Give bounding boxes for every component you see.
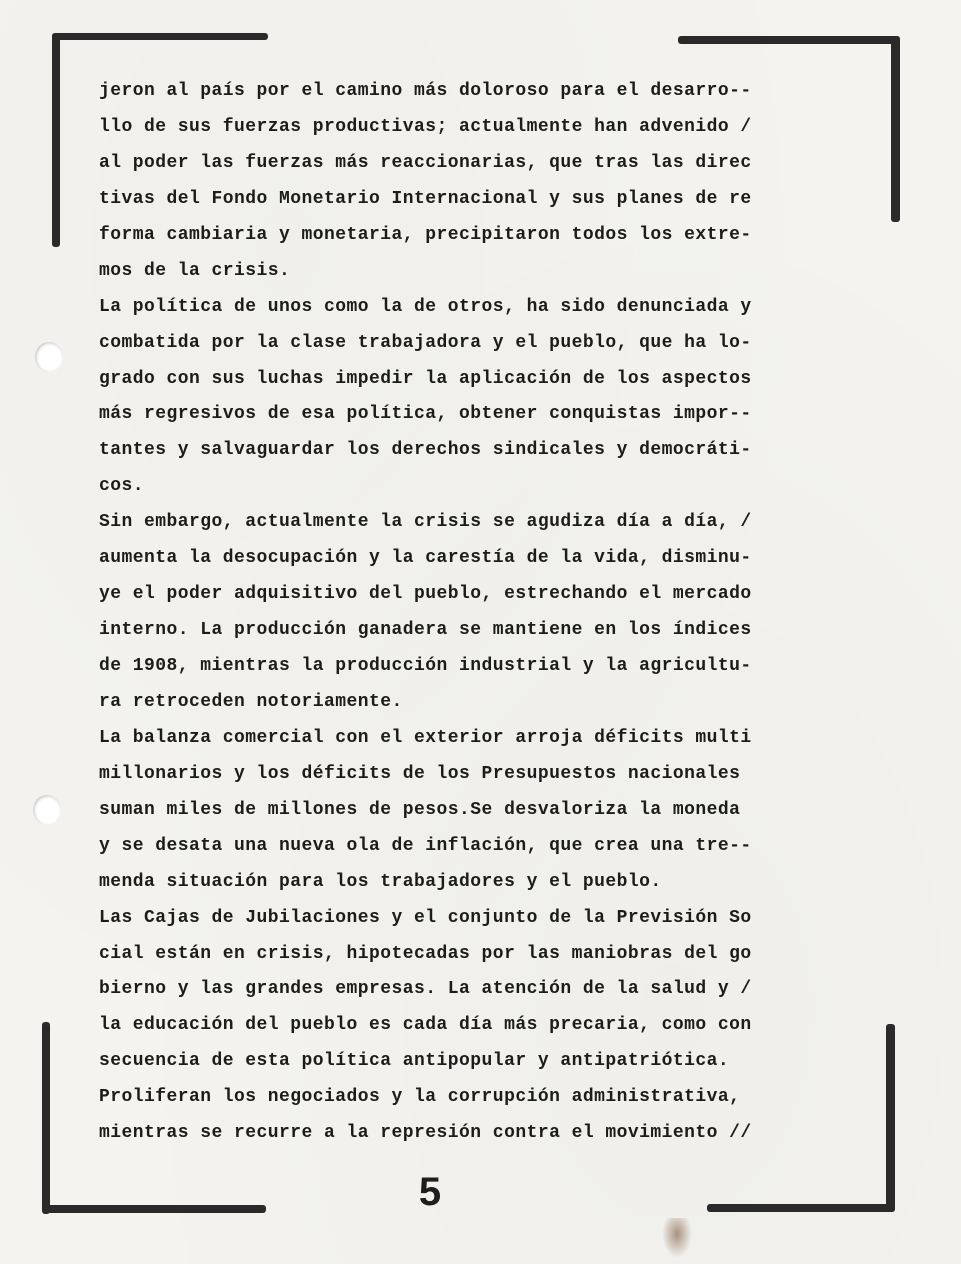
text-line: al poder las fuerzas más reaccionarias, que tras las direc [99,152,752,173]
text-line: y se desata una nueva ola de inflación, que crea una tre-- [99,835,752,856]
text-line: interno. La producción ganadera se mantiene en los índices [99,620,752,641]
text-line: de 1908, mientras la producción industrial y la agricultu- [99,656,752,676]
text-line: tantes y salvaguardar los derechos sindicales y democráti- [99,440,752,461]
text-line: mos de la crisis. [99,260,291,281]
text-line: forma cambiaria y monetaria, precipitaron todos los extre- [99,224,752,245]
text-line: cos. [99,476,145,497]
corner-bracket-bottom-right-vertical [886,1024,895,1212]
paper-stain [662,1218,692,1258]
corner-bracket-bottom-left-horizontal [42,1205,266,1213]
text-line: menda situación para los trabajadores y el pueblo. [99,871,662,892]
corner-bracket-top-left-vertical [52,33,60,247]
text-line: cial están en crisis, hipotecadas por las maniobras del go [99,943,752,964]
text-line: grado con sus luchas impedir la aplicación de los aspectos [99,368,752,389]
text-line: más regresivos de esa política, obtener conquistas impor-- [99,404,752,425]
corner-bracket-bottom-right-horizontal [707,1204,895,1212]
text-line: Las Cajas de Jubilaciones y el conjunto de la Previsión So [99,907,752,928]
text-line: aumenta la desocupación y la carestía de la vida, disminu- [99,548,752,569]
text-line: ye el poder adquisitivo del pueblo, estrechando el mercado [99,584,752,605]
text-line: la educación del pueblo es cada día más precaria, como con [99,1015,752,1036]
corner-bracket-top-right-vertical [891,36,900,222]
text-line: secuencia de esta política antipopular y antipatriótica. [99,1051,730,1072]
body-text [99,74,869,1152]
page-number: 5 [418,1170,442,1214]
corner-bracket-bottom-left-vertical [42,1022,50,1214]
text-line: llo de sus fuerzas productivas; actualmente han advenido / [99,116,752,137]
corner-bracket-top-left-horizontal [52,33,268,40]
corner-bracket-top-right-horizontal [678,36,900,44]
text-line: mientras se recurre a la represión contra el movimiento // [99,1123,752,1144]
binder-hole-lower [33,795,61,825]
text-line: La política de unos como la de otros, ha sido denunciada y [99,296,752,317]
text-line: La balanza comercial con el exterior arroja déficits multi [99,727,752,748]
text-line: ra retroceden notoriamente. [99,691,403,712]
text-line: Proliferan los negociados y la corrupción administrativa, [99,1087,741,1108]
text-line: combatida por la clase trabajadora y el pueblo, que ha lo- [99,332,752,353]
text-line: bierno y las grandes empresas. La atención de la salud y / [99,979,752,1000]
binder-hole-upper [35,342,63,372]
text-line: suman miles de millones de pesos.Se desvaloriza la moneda [99,799,741,820]
text-line: Sin embargo, actualmente la crisis se agudiza día a día, / [99,512,752,533]
text-line: tivas del Fondo Monetario Internacional y sus planes de re [99,188,752,209]
text-line: millonarios y los déficits de los Presupuestos nacionales [99,763,741,784]
text-line: jeron al país por el camino más doloroso para el desarro-- [99,81,752,101]
